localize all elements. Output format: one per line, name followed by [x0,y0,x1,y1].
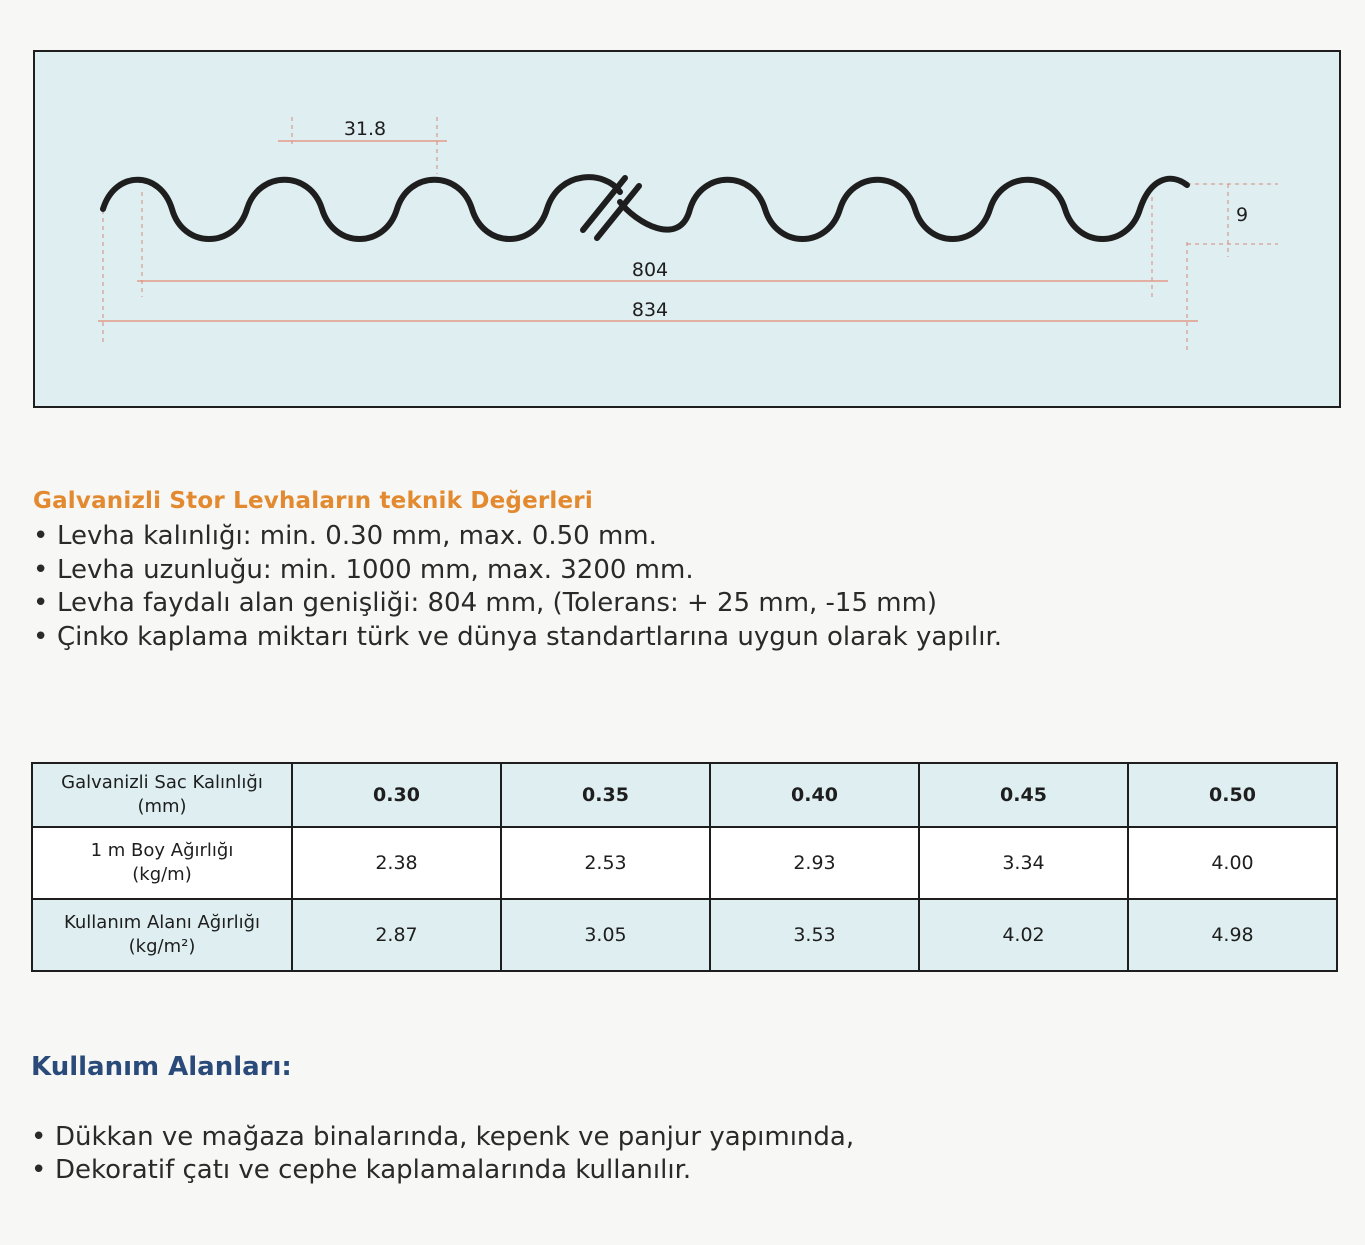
use-item [31,1154,854,1187]
spec-item-text: Çinko kaplama miktarı türk ve dünya standartlarına uygun olarak yapılır. [57,621,1003,652]
spec-item [33,621,1002,655]
table-cell: 2.53 [501,827,710,899]
uses-list [31,1121,854,1187]
row-unit: (kg/m) [132,864,192,885]
useful-width-label: 804 [631,259,669,281]
bullet-icon: • [33,621,49,652]
thickness-header-cell [32,763,292,827]
table-cell: 4.02 [919,899,1128,971]
weight-table [31,762,1338,972]
use-item-text: Dükkan ve mağaza binalarında, kepenk ve panjur yapımında, [55,1122,855,1152]
table-cell: 3.34 [919,827,1128,899]
spec-item [33,554,1002,588]
table-cell: 2.87 [292,899,501,971]
profile-wave-right [620,179,1187,239]
spec-item-text: Levha faydalı alan genişliği: 804 mm, (Tolerans: + 25 mm, -15 mm) [57,588,938,618]
table-cell: 4.98 [1128,899,1337,971]
table-cell: 2.93 [710,827,919,899]
row-label: 1 m Boy Ağırlığı [90,840,234,861]
table-cell: 2.38 [292,827,501,899]
total-width-label: 834 [631,299,669,321]
table-row [32,899,1337,971]
spec-item-text: Levha uzunluğu: min. 1000 mm, max. 3200 mm. [57,554,694,585]
spec-title: Galvanizli Stor Levhaların teknik Değerleri [33,488,593,514]
row-label-cell [32,827,292,899]
bullet-icon: • [33,554,49,585]
table-row [32,827,1337,899]
thickness-value-cell: 0.30 [292,763,501,827]
use-item-text: Dekoratif çatı ve cephe kaplamalarında kullanılır. [55,1155,692,1185]
bullet-icon: • [31,1155,47,1185]
row-label: Kullanım Alanı Ağırlığı [63,912,261,933]
bullet-icon: • [33,588,49,618]
thickness-value-cell: 0.40 [710,763,919,827]
spec-item-text: Levha kalınlığı: min. 0.30 mm, max. 0.50 mm. [57,521,657,551]
table-cell: 4.00 [1128,827,1337,899]
spec-list [33,520,1002,654]
profile-diagram [33,50,1341,408]
bullet-icon: • [33,521,49,551]
table-cell: 3.53 [710,899,919,971]
thickness-header-unit: (mm) [137,796,187,817]
use-item [31,1121,854,1154]
spec-item [33,520,1002,554]
thickness-value-cell: 0.45 [919,763,1128,827]
height-label: 9 [1235,204,1249,226]
uses-title: Kullanım Alanları: [31,1052,292,1082]
pitch-label: 31.8 [343,118,387,140]
thickness-header-label: Galvanizli Sac Kalınlığı [61,772,263,793]
thickness-value-cell: 0.35 [501,763,710,827]
row-unit: (kg/m²) [128,936,196,957]
bullet-icon: • [31,1122,47,1152]
table-header-row [32,763,1337,827]
profile-wave-left [103,177,620,239]
table-cell: 3.05 [501,899,710,971]
thickness-value-cell: 0.50 [1128,763,1337,827]
spec-item [33,587,1002,621]
corrugated-profile-drawing [35,52,1339,406]
row-label-cell [32,899,292,971]
